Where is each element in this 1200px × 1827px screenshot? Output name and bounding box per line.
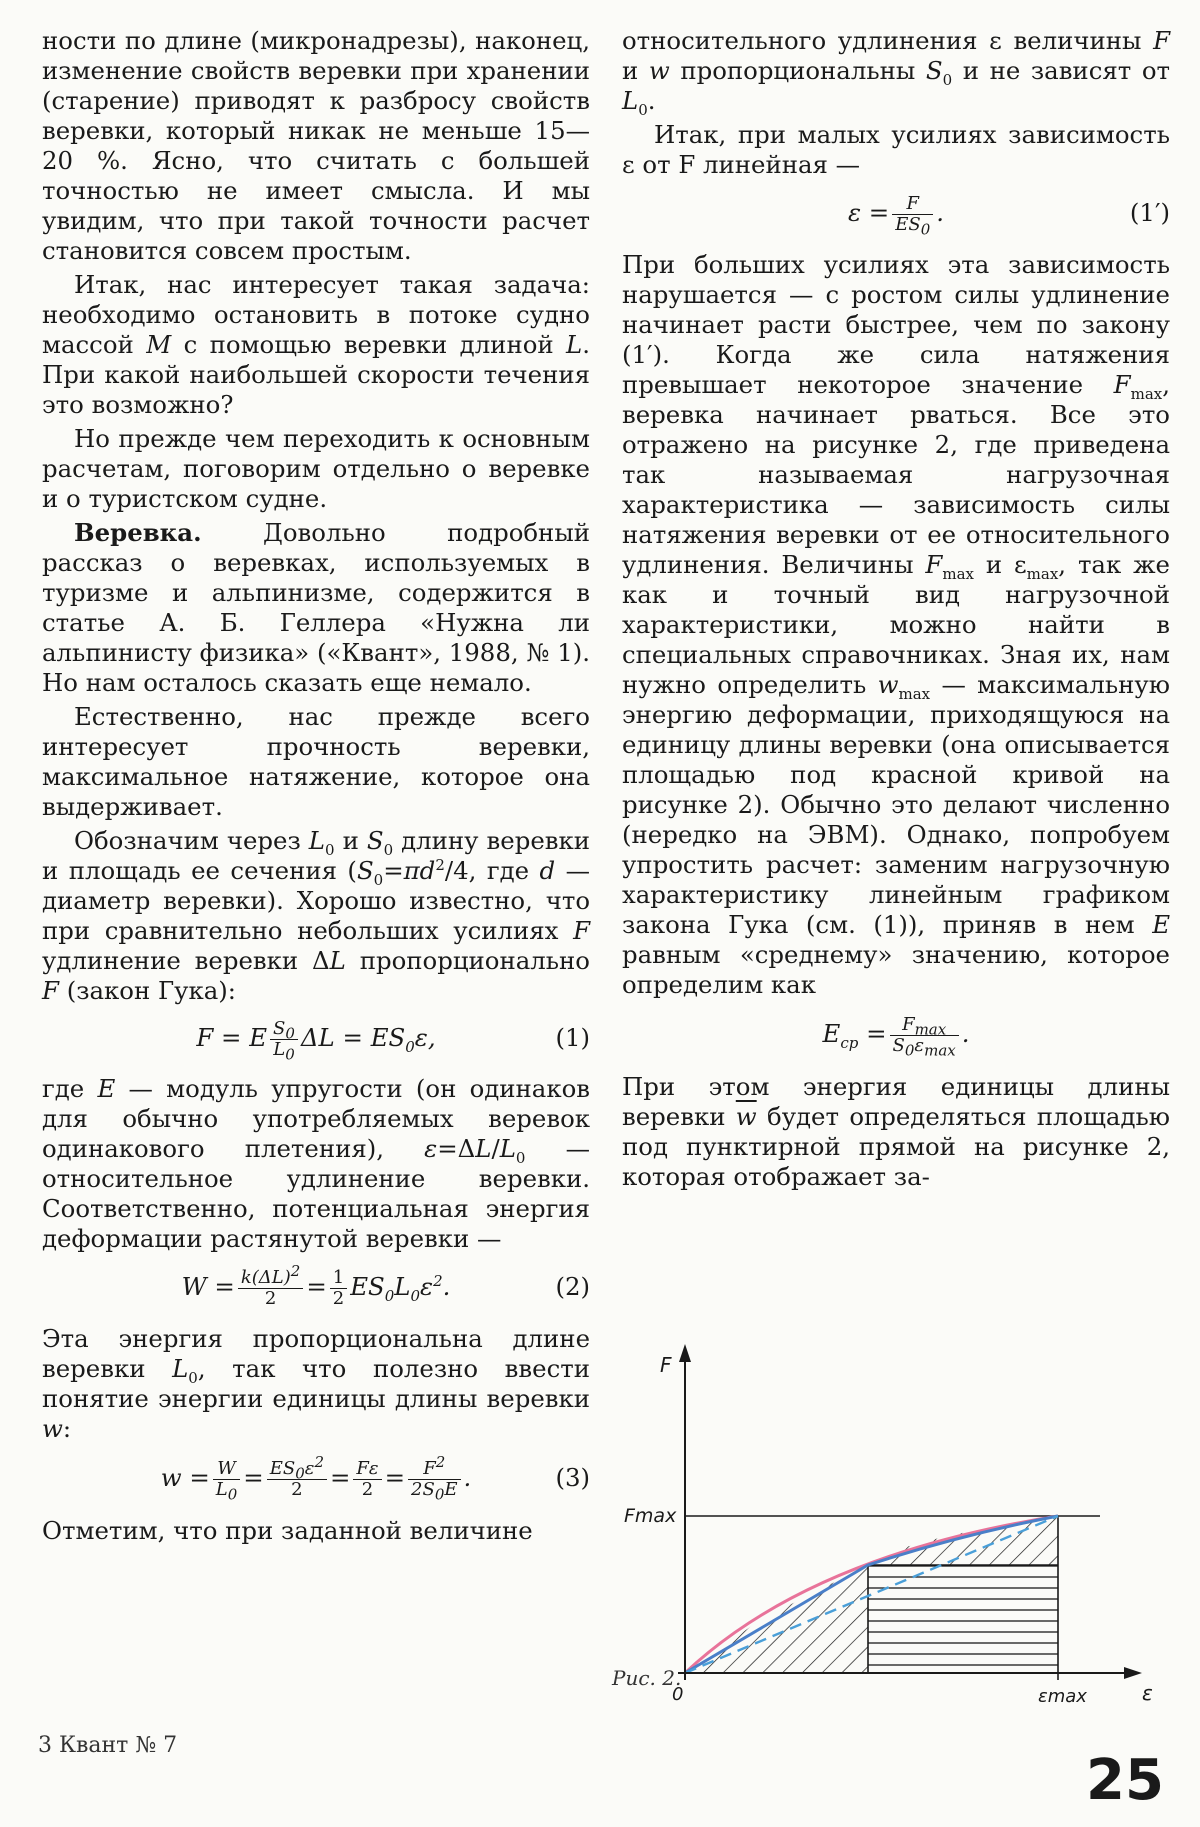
- right-paragraph-3: При больших усилиях эта зависимость нарушается — с ростом силы удлинение начинает расти быстрее, чем по закону (1′). Когда же сила натяжения превышает некоторое значение $F_{max}$, веревка начинает рваться. Все это отражено на рисунке 2, где приведена так называемая нагрузочная характеристика — зависимость силы натяжения веревки от ее относительного удлинения. Величины $F_{max}$ и $\varepsilon_{max}$, так же как и точный вид нагрузочной характеристики, можно найти в специальных справочниках. Зная их, нам нужно определить $w_{max}$ — максимальную энергию деформации, приходящуюся на единицу длины веревки (она описывается площадью под красной кривой на рисунке 2). Обычно это делают численно (нередко на ЭВМ). Однако, попробуем упростить расчет: заменим нагрузочную характеристику линейным графиком закона Гука (см. (1)), приняв в нем E равным «среднему» значению, которое определим как: [622, 250, 1170, 999]
- formula-2-number: (2): [555, 1272, 590, 1301]
- right-column: [622, 26, 1170, 1196]
- label-F: F: [660, 1353, 672, 1377]
- formula-1-prime-number: (1′): [1129, 198, 1170, 227]
- x-axis-arrow: [1124, 1667, 1142, 1679]
- label-origin: 0: [672, 1684, 684, 1705]
- horizontal-hatch: [868, 1565, 1058, 1673]
- formula-1-number: (1): [555, 1023, 590, 1052]
- rope-heading: Веревка.: [74, 518, 202, 547]
- formula-1: F = E $\frac{S_0}{L_0}$ $\Delta L = ES_0\varepsilon$, (1): [42, 1014, 590, 1062]
- left-paragraph-9: Отметим, что при заданной величине: [42, 1516, 533, 1545]
- left-paragraph-7: где E — модуль упругости (он одинаков для обычно употребляемых веревок одинакового плетения), $\varepsilon=\Delta L/L_0$ — относительное удлинение веревки. Соответственно, потенциальная энергия деформации растянутой веревки —: [42, 1074, 591, 1253]
- left-paragraph-1: ности по длине (микронадрезы), наконец, изменение свойств веревки при хранении (старение) приводят к разбросу свойств веревки, который никак не меньше 15—20 %. Ясно, что считать с большей точностью не имеет смысла. И мы увидим, что при такой точности расчет становится совсем простым.: [42, 26, 590, 265]
- formula-e-avg: $E_{ср}$ = $\frac{F_{max}}{S_0\varepsilon_{max}}$ .: [822, 1014, 970, 1060]
- left-paragraph-8: Эта энергия пропорциональна длине веревки $L_0$, так что полезно ввести понятие энергии единицы длины веревки w:: [42, 1324, 590, 1443]
- left-paragraph-rope: Веревка. Довольно подробный рассказ о веревках, используемых в туризме и альпинизме, содержится в статье А. Б. Геллера «Нужна ли альпинисту физика» («Квант», 1988, № 1). Но нам осталось сказать еще немало.: [42, 518, 590, 697]
- left-paragraph-6: Обозначим через $L_0$ и $S_0$ длину веревки и площадь ее сечения ($S_0=\pi d^2/4$, где d — диаметр веревки). Хорошо известно, что при сравнительно небольших усилиях F удлинение веревки ΔL пропорционально F (закон Гука):: [42, 826, 590, 1005]
- page-number: 25: [1086, 1748, 1164, 1813]
- formula-1-prime: ε = $\frac{F}{ES_0}$ . (1′): [622, 188, 1170, 238]
- label-epsilon: ε: [1142, 1681, 1153, 1705]
- footer-issue: 3 Квант № 7: [38, 1733, 178, 1758]
- right-paragraph-4: При этом энергия единицы длины веревки $\overline{w}$ будет определяться площадью под пунктирной прямой на рисунке 2, которая отображает за-: [622, 1072, 1170, 1191]
- right-paragraph-2: Итак, при малых усилиях зависимость ε от F линейная —: [622, 120, 1170, 179]
- left-paragraph-3: Но прежде чем переходить к основным расчетам, поговорим отдельно о веревке и о туристском судне.: [42, 424, 590, 513]
- label-emax: εmax: [1038, 1686, 1087, 1707]
- left-paragraph-5: Естественно, нас прежде всего интересует прочность веревки, максимальное натяжение, которое она выдерживает.: [42, 702, 590, 821]
- figure-caption: Рис. 2.: [612, 1666, 682, 1690]
- left-column: [42, 26, 590, 1550]
- formula-3: w = $\frac{W}{L_0}$ = $\frac{ES_0\varepsilon^2}{2}$ = $\frac{F\varepsilon}{2}$ = $\frac{F^2}{2S_0E}$ . (3): [160, 1453, 590, 1504]
- right-paragraph-1: относительного удлинения ε величины F и w пропорциональны $S_0$ и не зависят от $L_0$.: [622, 26, 1170, 119]
- load-characteristic-figure: [610, 1330, 1170, 1707]
- y-axis-arrow: [679, 1344, 691, 1362]
- formula-3-number: (3): [555, 1463, 590, 1492]
- label-Fmax: Fmax: [624, 1505, 677, 1527]
- upper-diagonal-hatch: [868, 1516, 1058, 1565]
- left-paragraph-2: Итак, нас интересует такая задача: необходимо остановить в потоке судно массой M с помощью веревки длиной L. При какой наибольшей скорости течения это возможно?: [42, 270, 591, 419]
- formula-2: W = $\frac{k(\Delta L)^2}{2}$ = $\frac{1}{2}$ $ES_0L_0\varepsilon^2$. (2): [42, 1262, 590, 1312]
